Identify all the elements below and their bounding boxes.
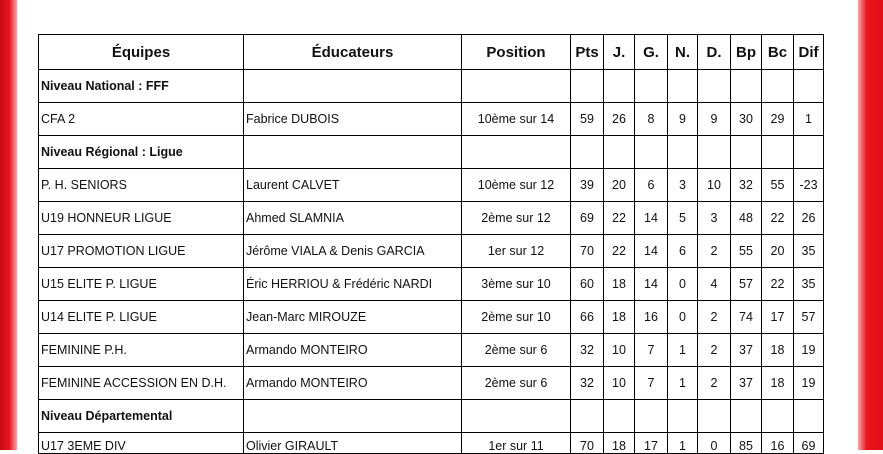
empty-cell — [668, 400, 698, 433]
empty-cell — [794, 400, 824, 433]
pts-cell: 32 — [571, 334, 604, 367]
table-row — [39, 268, 824, 301]
team-cell: U19 HONNEUR LIGUE — [39, 202, 244, 235]
dif-cell: 19 — [794, 367, 824, 400]
table-row — [39, 169, 824, 202]
left-red-border — [0, 0, 17, 450]
position-cell: 2ème sur 12 — [462, 202, 571, 235]
empty-cell — [668, 70, 698, 103]
bc-cell: 17 — [762, 301, 794, 334]
dif-cell: 35 — [794, 268, 824, 301]
d-cell: 4 — [698, 268, 731, 301]
pts-cell: 59 — [571, 103, 604, 136]
d-cell: 0 — [698, 433, 731, 454]
col-header-dif: Dif — [794, 35, 824, 70]
team-cell: U17 3EME DIV — [39, 433, 244, 454]
empty-cell — [762, 70, 794, 103]
n-cell: 9 — [668, 103, 698, 136]
empty-cell — [698, 70, 731, 103]
empty-cell — [794, 136, 824, 169]
results-table — [38, 34, 824, 454]
dif-cell: 26 — [794, 202, 824, 235]
empty-cell — [731, 136, 762, 169]
empty-cell — [731, 400, 762, 433]
bp-cell: 32 — [731, 169, 762, 202]
table-row — [39, 202, 824, 235]
g-cell: 14 — [635, 235, 668, 268]
section-label: Niveau National : FFF — [39, 70, 244, 103]
bp-cell: 74 — [731, 301, 762, 334]
bc-cell: 16 — [762, 433, 794, 454]
coach-cell: Jean-Marc MIROUZE — [244, 301, 462, 334]
d-cell: 3 — [698, 202, 731, 235]
empty-cell — [571, 400, 604, 433]
bc-cell: 18 — [762, 334, 794, 367]
col-header-j: J. — [604, 35, 635, 70]
team-cell: FEMININE ACCESSION EN D.H. — [39, 367, 244, 400]
pts-cell: 60 — [571, 268, 604, 301]
d-cell: 10 — [698, 169, 731, 202]
g-cell: 8 — [635, 103, 668, 136]
bp-cell: 85 — [731, 433, 762, 454]
pts-cell: 66 — [571, 301, 604, 334]
g-cell: 14 — [635, 268, 668, 301]
empty-cell — [635, 136, 668, 169]
coach-cell: Olivier GIRAULT — [244, 433, 462, 454]
table-row — [39, 103, 824, 136]
table-row — [39, 367, 824, 400]
page-title — [210, 0, 610, 6]
empty-cell — [731, 70, 762, 103]
team-cell: U14 ELITE P. LIGUE — [39, 301, 244, 334]
coach-cell: Armando MONTEIRO — [244, 334, 462, 367]
coach-cell: Jérôme VIALA & Denis GARCIA — [244, 235, 462, 268]
table-row — [39, 334, 824, 367]
bc-cell: 22 — [762, 268, 794, 301]
coach-cell: Éric HERRIOU & Frédéric NARDI — [244, 268, 462, 301]
dif-cell: 19 — [794, 334, 824, 367]
empty-cell — [762, 400, 794, 433]
coach-cell: Armando MONTEIRO — [244, 367, 462, 400]
j-cell: 20 — [604, 169, 635, 202]
empty-cell — [635, 400, 668, 433]
coach-cell: Fabrice DUBOIS — [244, 103, 462, 136]
empty-cell — [698, 136, 731, 169]
table-row — [39, 235, 824, 268]
dif-cell: -23 — [794, 169, 824, 202]
bp-cell: 57 — [731, 268, 762, 301]
n-cell: 5 — [668, 202, 698, 235]
section-label: Niveau Départemental — [39, 400, 244, 433]
col-header-g: G. — [635, 35, 668, 70]
empty-cell — [604, 136, 635, 169]
dif-cell: 1 — [794, 103, 824, 136]
bp-cell: 37 — [731, 334, 762, 367]
col-header-equipes: Équipes — [39, 35, 244, 70]
dif-cell: 57 — [794, 301, 824, 334]
n-cell: 0 — [668, 268, 698, 301]
col-header-bp: Bp — [731, 35, 762, 70]
d-cell: 9 — [698, 103, 731, 136]
d-cell: 2 — [698, 301, 731, 334]
empty-cell — [635, 70, 668, 103]
section-row — [39, 136, 824, 169]
g-cell: 17 — [635, 433, 668, 454]
j-cell: 10 — [604, 367, 635, 400]
g-cell: 14 — [635, 202, 668, 235]
section-row — [39, 70, 824, 103]
g-cell: 6 — [635, 169, 668, 202]
bc-cell: 18 — [762, 367, 794, 400]
n-cell: 3 — [668, 169, 698, 202]
position-cell: 2ème sur 6 — [462, 367, 571, 400]
d-cell: 2 — [698, 367, 731, 400]
empty-cell — [604, 70, 635, 103]
table-row — [39, 301, 824, 334]
empty-cell — [462, 136, 571, 169]
g-cell: 16 — [635, 301, 668, 334]
empty-cell — [794, 70, 824, 103]
bc-cell: 55 — [762, 169, 794, 202]
bc-cell: 22 — [762, 202, 794, 235]
col-header-position: Position — [462, 35, 571, 70]
bp-cell: 30 — [731, 103, 762, 136]
empty-cell — [571, 70, 604, 103]
empty-cell — [604, 400, 635, 433]
team-cell: CFA 2 — [39, 103, 244, 136]
coach-cell: Ahmed SLAMNIA — [244, 202, 462, 235]
position-cell: 2ème sur 6 — [462, 334, 571, 367]
position-cell: 2ème sur 10 — [462, 301, 571, 334]
dif-cell: 35 — [794, 235, 824, 268]
pts-cell: 69 — [571, 202, 604, 235]
col-header-educateurs: Éducateurs — [244, 35, 462, 70]
n-cell: 6 — [668, 235, 698, 268]
j-cell: 18 — [604, 433, 635, 454]
bp-cell: 55 — [731, 235, 762, 268]
empty-cell — [668, 136, 698, 169]
table-row — [39, 433, 824, 454]
empty-cell — [244, 400, 462, 433]
pts-cell: 32 — [571, 367, 604, 400]
j-cell: 18 — [604, 268, 635, 301]
pts-cell: 39 — [571, 169, 604, 202]
dif-cell: 69 — [794, 433, 824, 454]
section-label: Niveau Régional : Ligue — [39, 136, 244, 169]
bc-cell: 20 — [762, 235, 794, 268]
pts-cell: 70 — [571, 433, 604, 454]
col-header-n: N. — [668, 35, 698, 70]
team-cell: U15 ELITE P. LIGUE — [39, 268, 244, 301]
position-cell: 1er sur 11 — [462, 433, 571, 454]
j-cell: 26 — [604, 103, 635, 136]
j-cell: 22 — [604, 202, 635, 235]
team-cell: FEMININE P.H. — [39, 334, 244, 367]
n-cell: 1 — [668, 433, 698, 454]
position-cell: 3ème sur 10 — [462, 268, 571, 301]
team-cell: U17 PROMOTION LIGUE — [39, 235, 244, 268]
col-header-bc: Bc — [762, 35, 794, 70]
table-header-row — [39, 35, 824, 70]
coach-cell: Laurent CALVET — [244, 169, 462, 202]
j-cell: 18 — [604, 301, 635, 334]
bp-cell: 37 — [731, 367, 762, 400]
g-cell: 7 — [635, 367, 668, 400]
position-cell: 1er sur 12 — [462, 235, 571, 268]
n-cell: 1 — [668, 367, 698, 400]
g-cell: 7 — [635, 334, 668, 367]
d-cell: 2 — [698, 334, 731, 367]
j-cell: 10 — [604, 334, 635, 367]
col-header-d: D. — [698, 35, 731, 70]
empty-cell — [571, 136, 604, 169]
j-cell: 22 — [604, 235, 635, 268]
section-row — [39, 400, 824, 433]
bc-cell: 29 — [762, 103, 794, 136]
empty-cell — [462, 400, 571, 433]
empty-cell — [762, 136, 794, 169]
table-body — [39, 70, 824, 454]
bp-cell: 48 — [731, 202, 762, 235]
n-cell: 1 — [668, 334, 698, 367]
pts-cell: 70 — [571, 235, 604, 268]
position-cell: 10ème sur 14 — [462, 103, 571, 136]
n-cell: 0 — [668, 301, 698, 334]
empty-cell — [244, 70, 462, 103]
team-cell: P. H. SENIORS — [39, 169, 244, 202]
d-cell: 2 — [698, 235, 731, 268]
position-cell: 10ème sur 12 — [462, 169, 571, 202]
empty-cell — [698, 400, 731, 433]
empty-cell — [244, 136, 462, 169]
col-header-pts: Pts — [571, 35, 604, 70]
empty-cell — [462, 70, 571, 103]
right-red-border — [858, 0, 883, 450]
